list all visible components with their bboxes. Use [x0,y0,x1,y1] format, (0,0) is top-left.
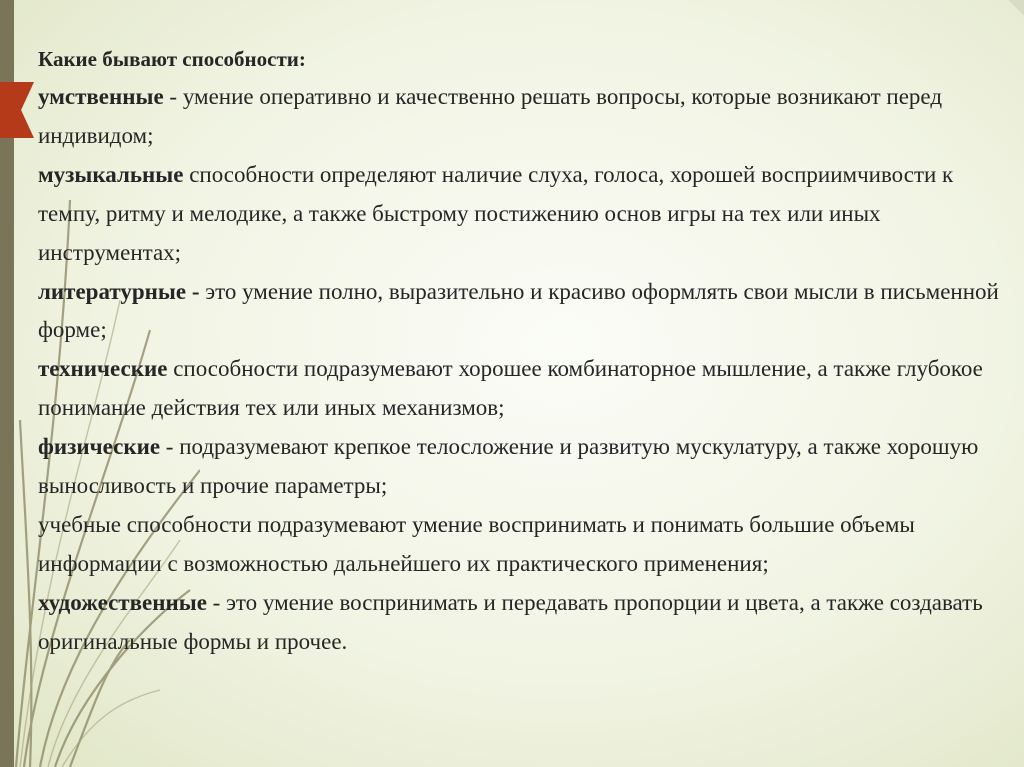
ability-description: - подразумевают крепкое телосложение и развитую мускулатуру, а также хорошую выносливость и прочие параметры; [38,434,979,499]
ability-description: это умение полно, выразительно и красиво оформлять свои мысли в письменной форме; [38,278,999,343]
corner-mark [1008,0,1024,16]
ability-item [38,350,1003,428]
ability-term: технические [38,356,168,382]
ability-description: - это умение воспринимать и передавать пропорции и цвета, а также создавать оригинальные формы и прочее. [38,589,983,654]
ability-term: умственные [38,84,164,109]
ability-term: музыкальные [38,161,184,187]
slide-heading: Какие бывают способности: [38,47,306,71]
ability-item [38,156,1003,273]
ability-description: способности подразумевают хорошее комбинаторное мышление, а также глубокое понимание действия тех или иных механизмов; [38,356,983,421]
ability-item [38,506,1003,584]
ability-item [38,584,1003,662]
slide-content [38,40,1003,662]
ability-description: учебные способности подразумевают умение воспринимать и понимать большие объемы информации с возможностью дальнейшего их практического применения; [38,511,915,576]
ability-item [38,273,1003,351]
ability-item [38,428,1003,506]
ability-item [38,78,1003,156]
ability-term: литературные - [38,278,200,304]
ability-term: художественные [38,589,207,615]
ability-description: - умение оперативно и качественно решать вопросы, которые возникают перед индивидом; [38,84,943,148]
ability-description: способности определяют наличие слуха, голоса, хорошей восприимчивости к темпу, ритму и мелодике, а также быстрому постижению основ игры на тех или иных инструментах; [38,161,954,265]
ability-term: физические [38,434,161,460]
